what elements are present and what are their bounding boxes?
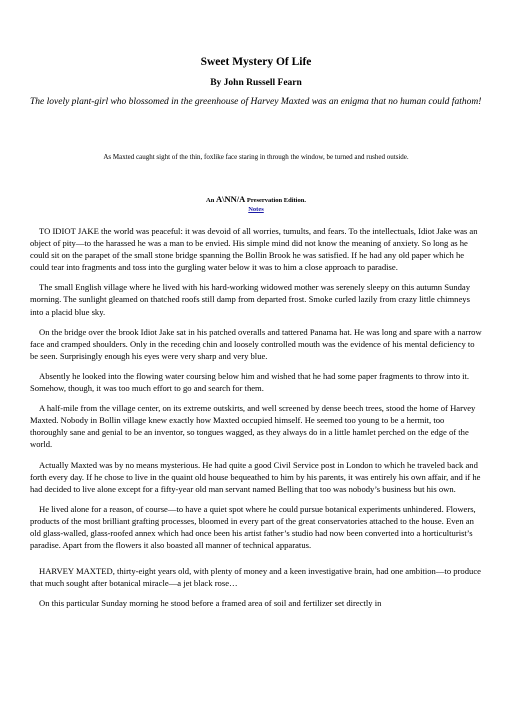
paragraph: The small English village where he lived with his hard-working widowed mother was serenely sleepy on this autumn Sunday morning. The sunlight gleamed on thatched roofs still damp from departed frost. Smoke curled lazily from crazy little chimneys into a placid blue sky.: [30, 282, 471, 317]
notes-link[interactable]: Notes: [248, 206, 264, 213]
story-tagline: The lovely plant-girl who blossomed in the greenhouse of Harvey Maxted was an enigma that no human could fathom!: [30, 97, 482, 107]
paragraph: Absently he looked into the flowing water coursing below him and wished that he had some paper fragments to throw into it. Somehow, though, it was too much effort to go and search for them.: [30, 370, 470, 394]
illustration-caption: As Maxted caught sight of the thin, foxlike face staring in through the window, be turned and rushed outside.: [103, 153, 409, 161]
paragraph: Actually Maxted was by no means mysterious. He had quite a good Civil Service post in London to which he traveled back and forth every day. If he chose to live in the quaint old house bequeathed to him by his parents, it was entirely his own affair, and if he had decided to live alone except for a fifty-year old man servant named Belling that too was nobody’s business but his own.: [30, 459, 481, 494]
edition-suffix: Preservation Edition.: [246, 197, 306, 204]
edition-line: [0, 194, 512, 206]
story-title: Sweet Mystery Of Life: [200, 56, 312, 68]
paragraph: On this particular Sunday morning he stood before a framed area of soil and fertilizer set directly in: [39, 598, 382, 609]
paragraph: On the bridge over the brook Idiot Jake sat in his patched overalls and tattered Panama hat. He was long and spare with a narrow face and cramped shoulders. Only in the receding chin and loosely controlled mouth was the evidence of his mental deficiency to be seen. Surprisingly enough his eyes were very sharp and very blue.: [30, 326, 482, 361]
story-body: [30, 225, 482, 617]
edition-prefix: An: [206, 197, 215, 204]
paragraph: TO IDIOT JAKE the world was peaceful: it was devoid of all worries, tumults, and fears. To the intellectuals, Idiot Jake was an object of pity—to the harassed he was a man to be envied. His simple mind did not know the meaning of anxiety. So long as he could sit on the parapet of the small stone bridge spanning the Bollin Brook he was satisfied. If he had any old paper which he could tear into fragments and toss into the gurgling water below it was to him a close approach to paradise.: [30, 226, 478, 273]
paragraph: HARVEY MAXTED, thirty-eight years old, with plenty of money and a keen investigative brain, had one ambition—to produce that much sought after botanical miracle—a jet black rose…: [30, 566, 481, 589]
edition-mark: A\NN/A: [215, 194, 246, 204]
paragraph: A half-mile from the village center, on its extreme outskirts, and well screened by dense beech trees, stood the home of Harvey Maxted. Nobody in Bollin village knew exactly how Maxted occupied himself. He seemed too young to be a hermit, too thoroughly sane and genial to be an inventor, so tongues wagged, as they always do in a little hamlet perched on the edge of the world.: [30, 403, 476, 450]
story-byline: By John Russell Fearn: [210, 78, 302, 88]
paragraph: He lived alone for a reason, of course—to have a quiet spot where he could pursue botanical experiments unhindered. Flowers, products of the most brilliant grafting processes, bloomed in every part of the great conservatories attached to the house. Even an old glass-walled, glass-roofed annex which had once been his artist father’s studio had now been converted into a horticulturist’s paradise. Apart from the flowers it also boasted all manner of technical apparatus.: [30, 503, 476, 551]
